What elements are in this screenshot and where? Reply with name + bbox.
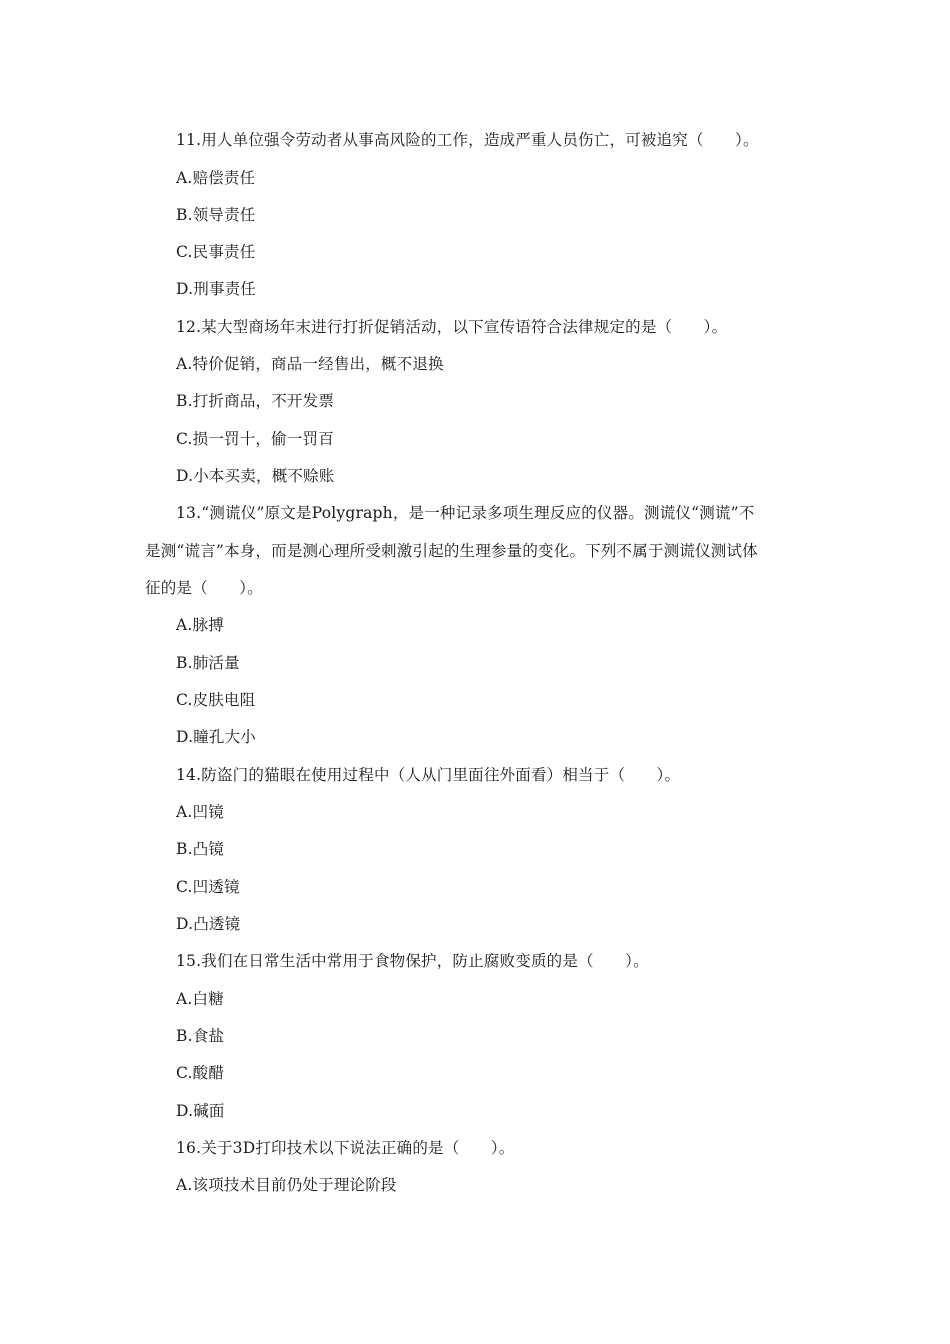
question-16-option-a: A.该项技术目前仍处于理论阶段 <box>176 1176 397 1194</box>
question-15-option-d: D.碱面 <box>176 1102 225 1120</box>
question-11-option-a: A.赔偿责任 <box>176 169 256 187</box>
question-14-option-a: A.凹镜 <box>176 803 224 821</box>
question-13-option-d: D.瞳孔大小 <box>176 728 257 746</box>
question-12-stem: 12.某大型商场年末进行打折促销活动，以下宣传语符合法律规定的是（ ）。 <box>176 318 728 336</box>
question-12-option-a: A.特价促销，商品一经售出，概不退换 <box>176 355 444 373</box>
question-11-option-d: D.刑事责任 <box>176 280 257 298</box>
question-13-stem-line-3: 征的是（ ）。 <box>145 579 263 597</box>
question-15-option-b: B.食盐 <box>176 1027 225 1045</box>
question-11-option-c: C.民事责任 <box>176 243 256 261</box>
question-11-option-b: B.领导责任 <box>176 206 256 224</box>
question-12-option-d: D.小本买卖，概不赊账 <box>176 467 335 485</box>
question-12-option-b: B.打折商品，不开发票 <box>176 392 335 410</box>
question-14-stem: 14.防盗门的猫眼在使用过程中（人从门里面往外面看）相当于（ ）。 <box>176 766 681 784</box>
question-16-stem: 16.关于3D打印技术以下说法正确的是（ ）。 <box>176 1139 515 1157</box>
question-13-option-a: A.脉搏 <box>176 616 224 634</box>
question-13-stem-line-2: 是测“谎言”本身，而是测心理所受刺激引起的生理参量的变化。下列不属于测谎仪测试体 <box>145 542 758 560</box>
question-14-option-b: B.凸镜 <box>176 840 225 858</box>
question-15-stem: 15.我们在日常生活中常用于食物保护，防止腐败变质的是（ ）。 <box>176 952 649 970</box>
question-13-option-b: B.肺活量 <box>176 654 240 672</box>
question-14-option-d: D.凸透镜 <box>176 915 241 933</box>
question-15-option-a: A.白糖 <box>176 990 224 1008</box>
question-11-stem: 11.用人单位强令劳动者从事高风险的工作，造成严重人员伤亡，可被追究（ ）。 <box>176 131 759 149</box>
question-12-option-c: C.损一罚十，偷一罚百 <box>176 430 334 448</box>
question-13-option-c: C.皮肤电阻 <box>176 691 256 709</box>
question-14-option-c: C.凹透镜 <box>176 878 240 896</box>
question-13-stem-line-1: 13.“测谎仪”原文是Polygraph，是一种记录多项生理反应的仪器。测谎仪“测谎”不 <box>176 504 755 522</box>
question-15-option-c: C.酸醋 <box>176 1064 225 1082</box>
